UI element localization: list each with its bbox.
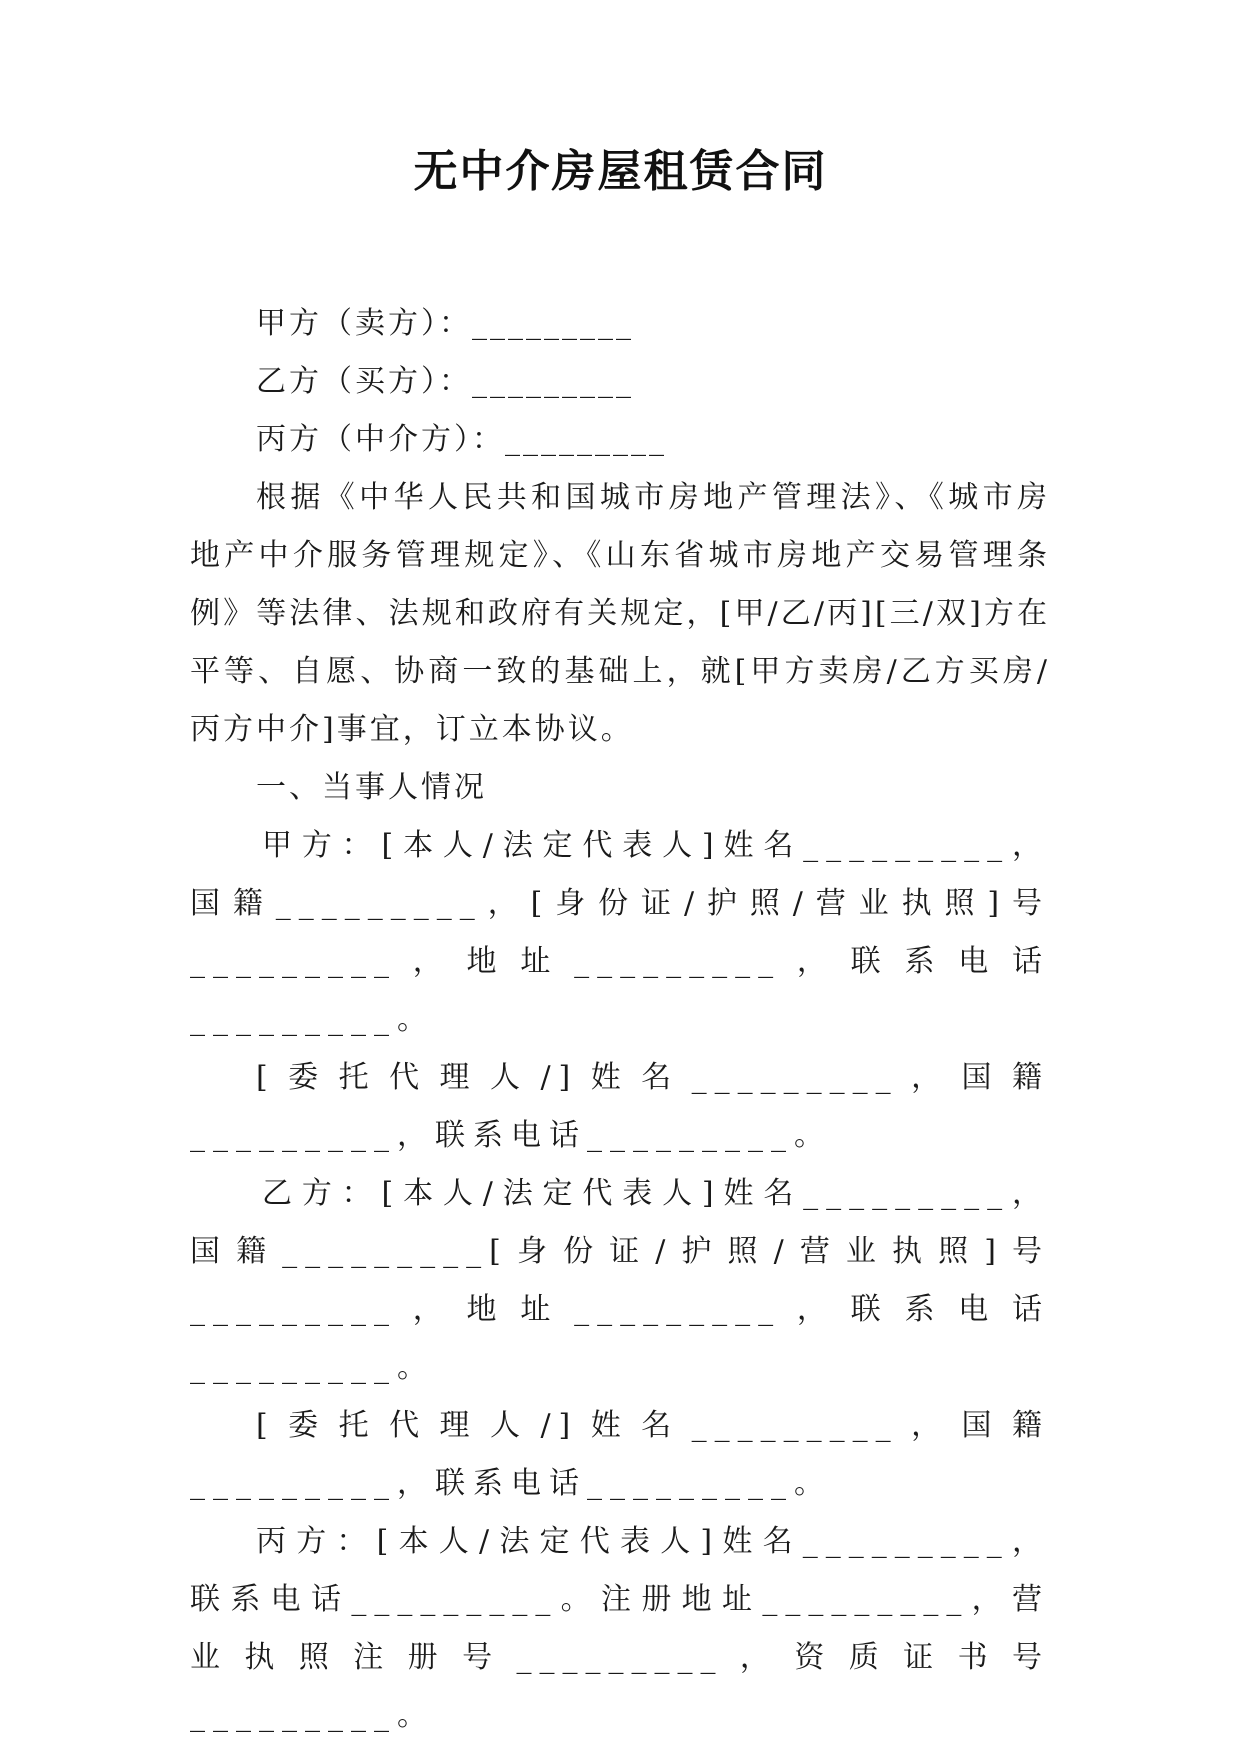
party-b-line: 乙方（买方）：_________ bbox=[256, 364, 634, 399]
party-a-line: 甲方（卖方）：_________ bbox=[256, 306, 634, 341]
document-body bbox=[190, 295, 1050, 1745]
party-b-details: 乙方：[本人/法定代表人]姓名_________，国籍_________[身份证/护照/营业执照]号_________，地址_________，联系电话_________。 bbox=[190, 1176, 1050, 1385]
party-c-line: 丙方（中介方）：_________ bbox=[256, 422, 667, 457]
party-c-details: 丙方：[本人/法定代表人]姓名_________，联系电话_________。注册地址_________，营业执照注册号_________，资质证书号_________。 bbox=[190, 1524, 1050, 1733]
party-a-details: 甲方：[本人/法定代表人]姓名_________，国籍_________，[身份证/护照/营业执照]号_________，地址_________，联系电话_________。 bbox=[190, 828, 1050, 1037]
document-title: 无中介房屋租赁合同 bbox=[413, 146, 828, 197]
party-a-agent-details: [委托代理人/]姓名_________，国籍_________，联系电话_________。 bbox=[190, 1060, 1050, 1153]
preamble-paragraph: 根据《中华人民共和国城市房地产管理法》、《城市房地产中介服务管理规定》、《山东省城市房地产交易管理条例》等法律、法规和政府有关规定，[甲/乙/丙][三/双]方在平等、自愿、协商一致的基础上，就[甲方卖房/乙方买房/丙方中介]事宜，订立本协议。 bbox=[190, 480, 1050, 747]
party-b-agent-details: [委托代理人/]姓名_________，国籍_________，联系电话_________。 bbox=[190, 1408, 1050, 1501]
section-heading-parties: 一、当事人情况 bbox=[256, 770, 487, 805]
